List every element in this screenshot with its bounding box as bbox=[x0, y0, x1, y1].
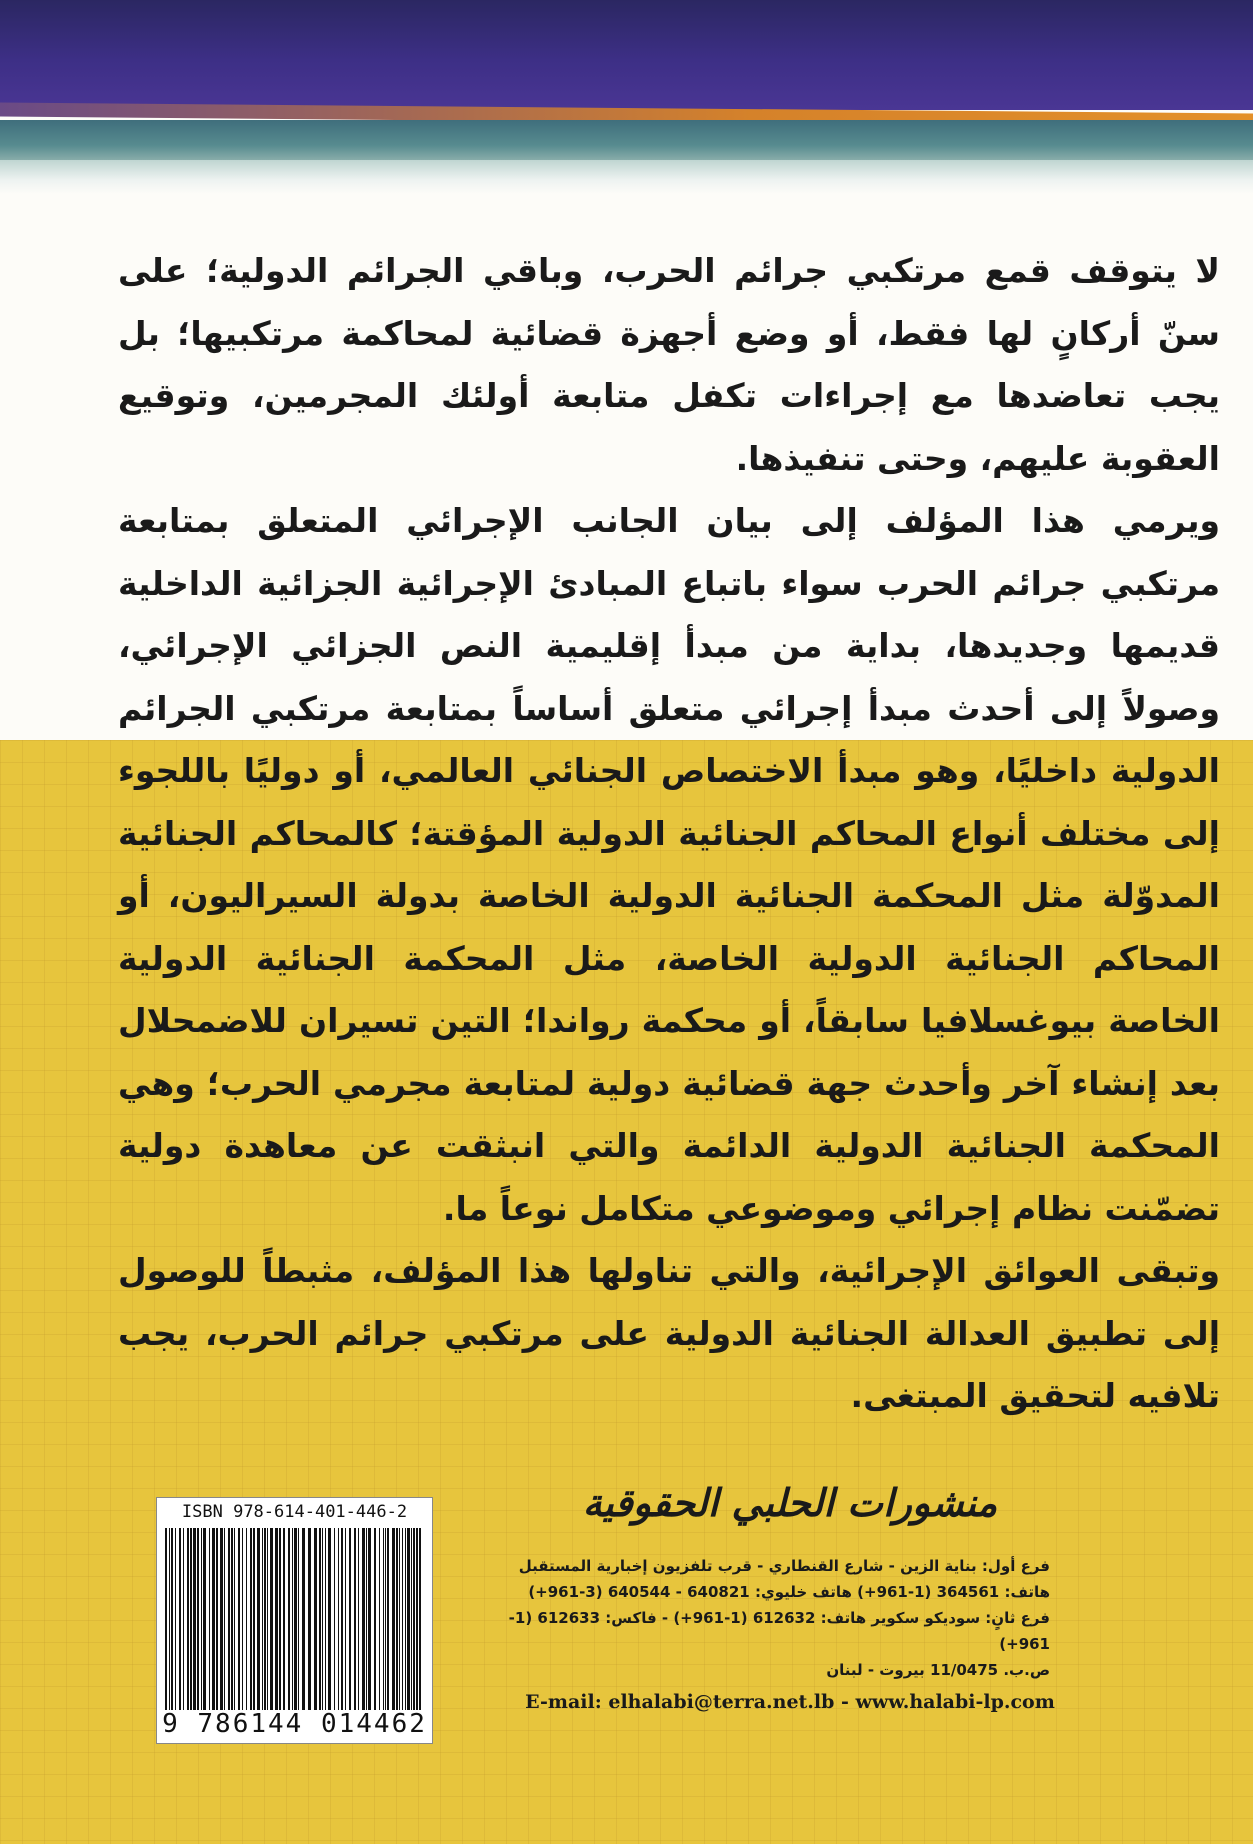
barcode-bar bbox=[279, 1528, 281, 1710]
barcode-bar bbox=[175, 1528, 176, 1710]
barcode-bar bbox=[231, 1528, 233, 1710]
barcode-bar bbox=[209, 1528, 210, 1710]
barcode-bar bbox=[165, 1528, 167, 1710]
publisher-block bbox=[490, 1480, 1090, 1713]
barcode-bar bbox=[216, 1528, 218, 1710]
publisher-pobox: ص.ب. 11/0475 بيروت - لبنان bbox=[826, 1661, 1050, 1679]
barcode-bar bbox=[366, 1528, 367, 1710]
barcode-bar bbox=[288, 1528, 290, 1710]
barcode-bar bbox=[203, 1528, 206, 1710]
barcode-bar bbox=[354, 1528, 356, 1710]
barcode-bar bbox=[368, 1528, 371, 1710]
top-purple-band bbox=[0, 0, 1253, 110]
barcode-bar bbox=[411, 1528, 412, 1710]
barcode-bar bbox=[302, 1528, 305, 1710]
barcode-bar bbox=[267, 1528, 268, 1710]
barcode-bar bbox=[242, 1528, 243, 1710]
barcode-bar bbox=[169, 1528, 170, 1710]
barcode-bar bbox=[246, 1528, 247, 1710]
barcode-bar bbox=[201, 1528, 202, 1710]
blurb-paragraph-3: وتبقى العوائق الإجرائية، والتي تناولها هذا المؤلف، مثبطاً للوصول إلى تطبيق العدالة الجنائية الدولية على مرتكبي جرائم الحرب، يجب تلافيه لتحقيق المبتغى. bbox=[118, 1251, 1220, 1415]
barcode-bar bbox=[319, 1528, 321, 1710]
barcode-bar bbox=[264, 1528, 266, 1710]
barcode-bar bbox=[387, 1528, 389, 1710]
barcode-bar bbox=[349, 1528, 351, 1710]
barcode-bar bbox=[220, 1528, 223, 1710]
barcode-bar bbox=[238, 1528, 240, 1710]
publisher-logo: منشورات الحلبي الحقوقية bbox=[582, 1480, 998, 1525]
barcode-bar bbox=[298, 1528, 299, 1710]
barcode-bar bbox=[402, 1528, 403, 1710]
barcode-bar bbox=[179, 1528, 181, 1710]
barcode-bar bbox=[171, 1528, 173, 1710]
blurb-paragraph-2: ويرمي هذا المؤلف إلى بيان الجانب الإجرائي المتعلق بمتابعة مرتكبي جرائم الحرب سواء باتباع المبادئ الإجرائية الجزائية الداخلية قديمها وجديدها، بداية من مبدأ إقليمية النص الجزائي الإجرائي، وصولاً إلى أحدث مبدأ إجرائي متعلق أساساً بمتابعة مرتكبي الجرائم الدولية داخليًا، وهو مبدأ الاختصاص الجنائي العالمي، أو دوليًا باللجوء إلى مختلف أنواع المحاكم الجنائية الدولية المؤقتة؛ كالمحاكم الجنائية المدوّلة مثل المحكمة الجنائية الدولية الخاصة بدولة السيراليون، أو المحاكم الجنائية الدولية الخاصة، مثل المحكمة الجنائية الدولية الخاصة بيوغسلافيا سابقاً، أو محكمة رواندا؛ التين تسيران للاضمحلال بعد إنشاء آخر وأحدث جهة قضائية دولية لمتابعة مجرمي الحرب؛ وهي المحكمة الجنائية الدولية الدائمة والتي انبثقت عن معاهدة دولية تضمّنت نظام إجرائي وموضوعي متكامل نوعاً ما. bbox=[118, 501, 1220, 1228]
top-fade-band bbox=[0, 160, 1253, 194]
barcode-bar bbox=[190, 1528, 192, 1710]
barcode-bar bbox=[193, 1528, 196, 1710]
barcode-bar bbox=[250, 1528, 252, 1710]
barcode-bar bbox=[308, 1528, 311, 1710]
barcode-bar bbox=[234, 1528, 235, 1710]
barcode-bar bbox=[405, 1528, 406, 1710]
barcode-bar bbox=[379, 1528, 380, 1710]
barcode-bar bbox=[292, 1528, 293, 1710]
publisher-phone-1: هاتف: 364561 (1-961+) هاتف خليوي: 640821 - 640544 (3-961+) bbox=[528, 1583, 1050, 1601]
barcode-bar bbox=[183, 1528, 184, 1710]
barcode-bar bbox=[283, 1528, 285, 1710]
barcode-bar bbox=[294, 1528, 297, 1710]
back-cover-blurb bbox=[118, 240, 1220, 1428]
barcode-bar bbox=[407, 1528, 410, 1710]
barcode-bar bbox=[187, 1528, 189, 1710]
barcode-bar bbox=[224, 1528, 225, 1710]
blurb-paragraph-1: لا يتوقف قمع مرتكبي جرائم الحرب، وباقي الجرائم الدولية؛ على سنّ أركانٍ لها فقط، أو وضع أجهزة قضائية لمحاكمة مرتكبيها؛ بل يجب تعاضدها مع إجراءات تكفل متابعة أولئك المجرمين، وتوقيع العقوبة عليهم، وحتى تنفيذها. bbox=[118, 251, 1220, 478]
isbn-barcode bbox=[156, 1497, 433, 1744]
publisher-contact: E-mail: elhalabi@terra.net.lb - www.halabi-lp.com bbox=[525, 1691, 1055, 1713]
barcode-bar bbox=[262, 1528, 263, 1710]
barcode-bar bbox=[362, 1528, 365, 1710]
barcode-bar bbox=[413, 1528, 415, 1710]
barcode-bar bbox=[419, 1528, 421, 1710]
barcode-digits: 9 786144 014462 bbox=[162, 1709, 427, 1739]
barcode-bar bbox=[392, 1528, 395, 1710]
barcode-bar bbox=[328, 1528, 331, 1710]
barcode-bar bbox=[275, 1528, 278, 1710]
barcode-bar bbox=[212, 1528, 215, 1710]
barcode-bars bbox=[163, 1528, 426, 1710]
barcode-bar bbox=[396, 1528, 398, 1710]
barcode-bar bbox=[399, 1528, 400, 1710]
publisher-branch-2: فرع ثانٍ: سوديكو سكوير هاتف: 612632 (1-961+) - فاكس: 612633 (1-961+) bbox=[508, 1609, 1050, 1653]
barcode-bar bbox=[314, 1528, 317, 1710]
barcode-bar bbox=[345, 1528, 346, 1710]
isbn-label: ISBN 978-614-401-446-2 bbox=[181, 1502, 408, 1522]
barcode-bar bbox=[334, 1528, 335, 1710]
barcode-bar bbox=[374, 1528, 376, 1710]
top-teal-band bbox=[0, 120, 1253, 162]
barcode-bar bbox=[358, 1528, 359, 1710]
barcode-bar bbox=[270, 1528, 273, 1710]
barcode-bar bbox=[197, 1528, 199, 1710]
barcode-bar bbox=[228, 1528, 230, 1710]
barcode-bar bbox=[338, 1528, 339, 1710]
barcode-bar bbox=[322, 1528, 323, 1710]
barcode-bar bbox=[341, 1528, 343, 1710]
barcode-bar bbox=[257, 1528, 260, 1710]
barcode-bar bbox=[416, 1528, 418, 1710]
barcode-bar bbox=[383, 1528, 384, 1710]
publisher-branch-1: فرع أول: بناية الزين - شارع القنطاري - قرب تلفزيون إخبارية المستقبل bbox=[518, 1557, 1050, 1575]
barcode-bar bbox=[253, 1528, 255, 1710]
barcode-bar bbox=[325, 1528, 326, 1710]
barcode-bar bbox=[385, 1528, 386, 1710]
